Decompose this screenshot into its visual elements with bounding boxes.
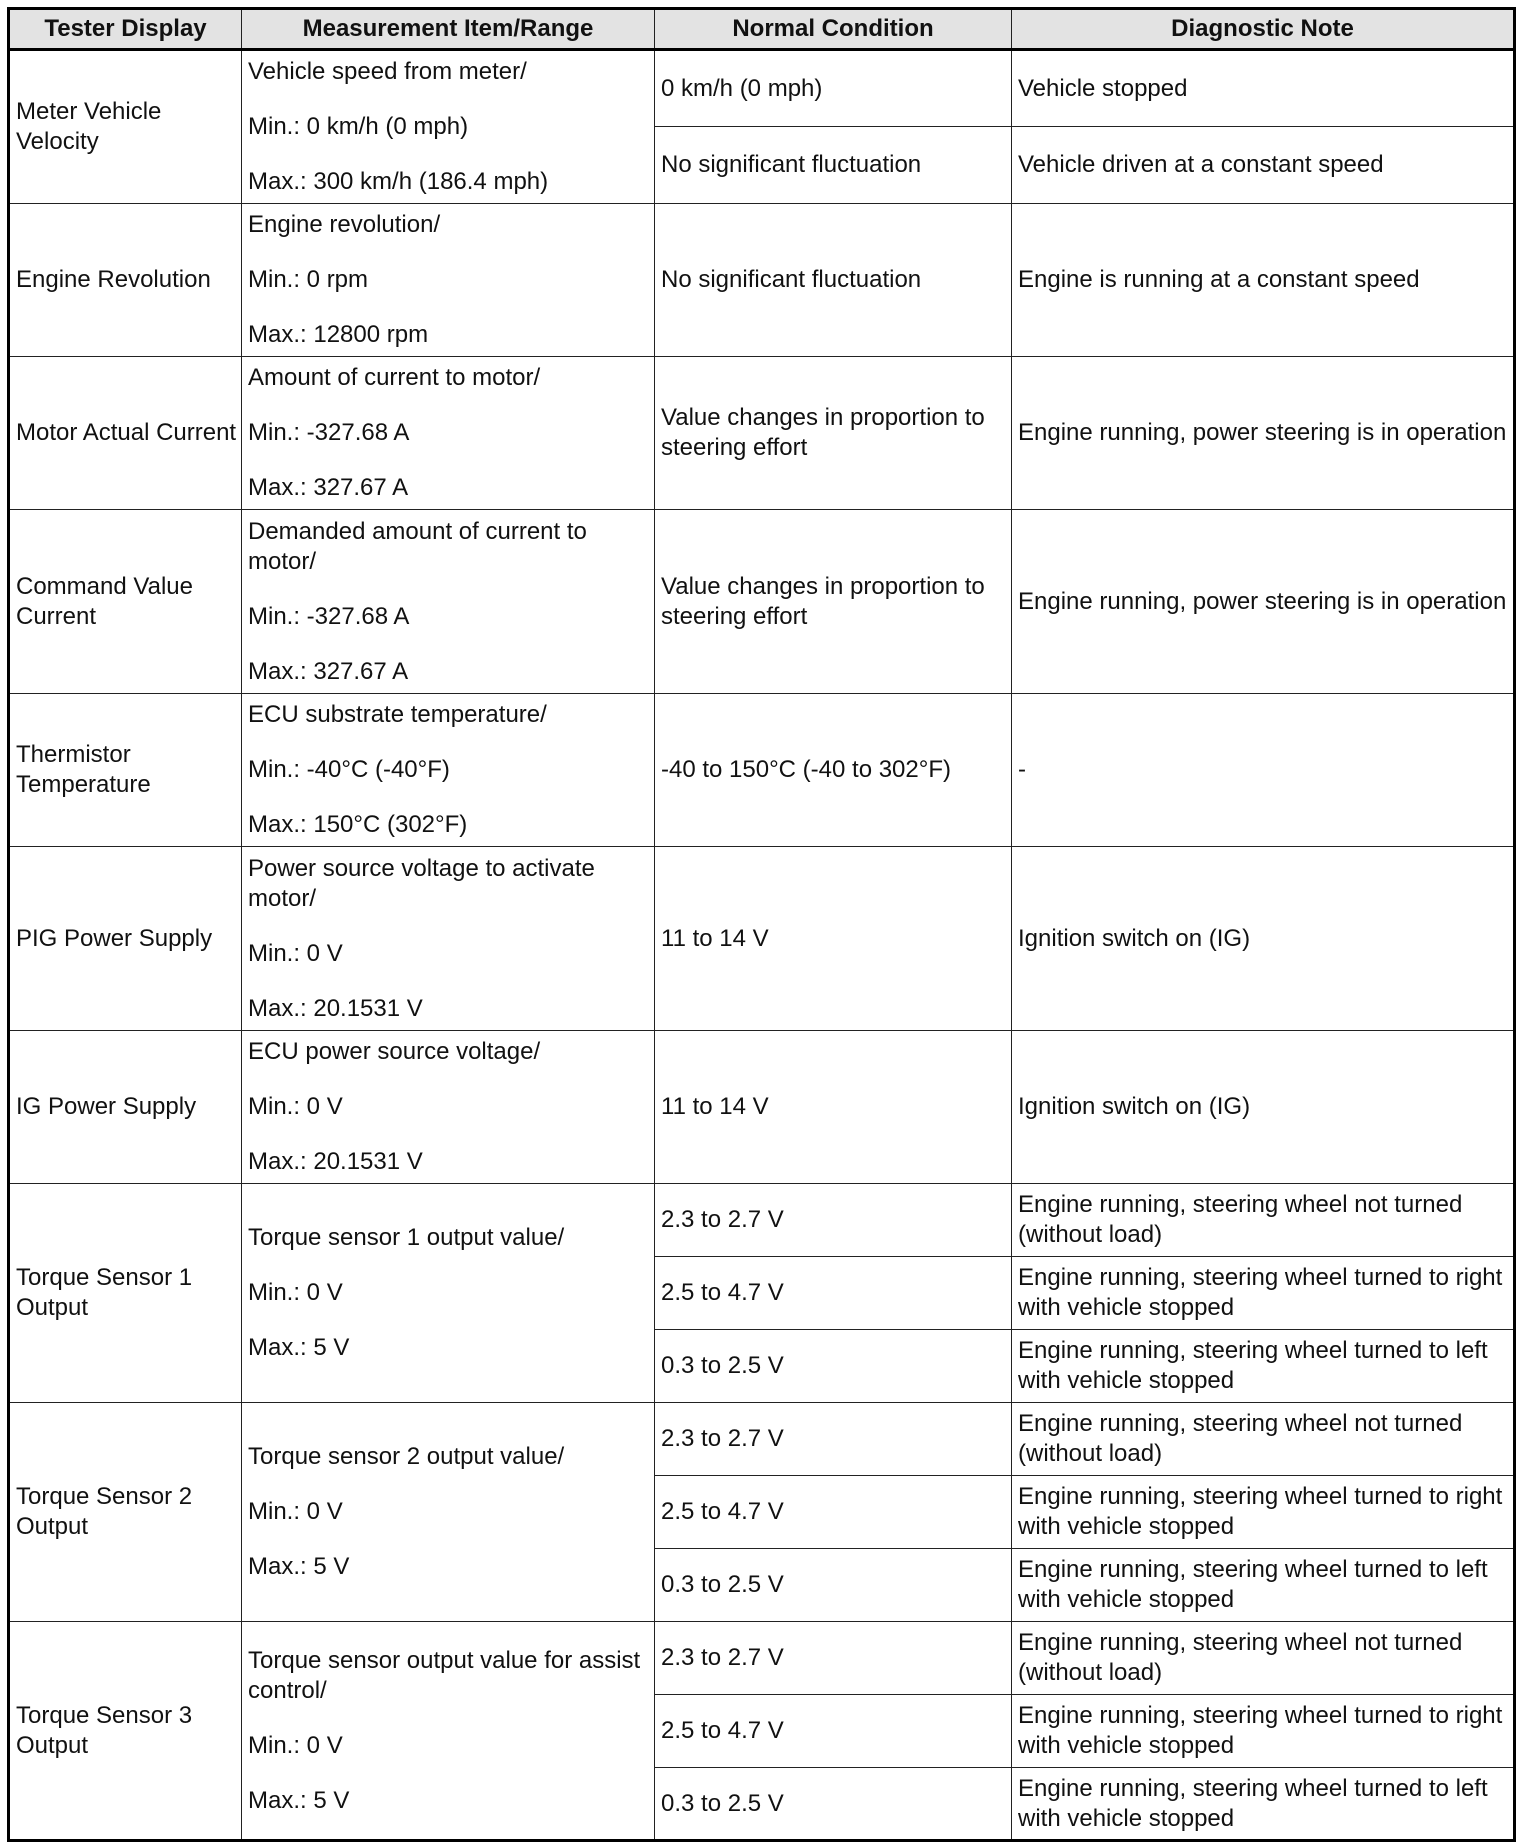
diagnostic-note-cell: Engine running, steering wheel not turned (without load)	[1012, 1184, 1515, 1257]
normal-condition-cell: 2.5 to 4.7 V	[655, 1695, 1012, 1768]
range-line: Min.: -40°C (-40°F)	[248, 756, 450, 783]
tester-display-cell: Motor Actual Current	[9, 357, 242, 510]
table-row	[9, 694, 1515, 847]
range-line: ECU power source voltage/	[248, 1038, 541, 1065]
normal-condition-cell: 0.3 to 2.5 V	[655, 1330, 1012, 1403]
table-row	[9, 1622, 1515, 1695]
range-line: Torque sensor 1 output value/	[248, 1224, 565, 1251]
diagnostic-note-cell: Engine running, steering wheel turned to left with vehicle stopped	[1012, 1330, 1515, 1403]
range-line: Max.: 300 km/h (186.4 mph)	[248, 168, 549, 195]
measurement-range-cell	[242, 694, 655, 847]
diagnostic-note-cell: Engine running, steering wheel not turned (without load)	[1012, 1622, 1515, 1695]
tester-display-cell: Meter Vehicle Velocity	[9, 50, 242, 204]
diagnostic-note-cell: Engine running, steering wheel not turned (without load)	[1012, 1403, 1515, 1476]
column-header-measurement-item-range: Measurement Item/Range	[242, 9, 655, 50]
diagnostic-note-cell: Engine running, steering wheel turned to right with vehicle stopped	[1012, 1257, 1515, 1330]
range-line: Max.: 5 V	[248, 1553, 350, 1580]
measurement-range-cell	[242, 50, 655, 204]
normal-condition-cell: 2.3 to 2.7 V	[655, 1184, 1012, 1257]
range-line: Min.: 0 V	[248, 1279, 343, 1306]
table-row	[9, 1184, 1515, 1257]
tester-display-cell: Torque Sensor 2 Output	[9, 1403, 242, 1622]
range-line: Min.: -327.68 A	[248, 602, 410, 630]
range-line: Max.: 20.1531 V	[248, 994, 423, 1022]
measurement-range-cell	[242, 1184, 655, 1403]
range-line: ECU substrate temperature/	[248, 701, 547, 728]
measurement-range-cell	[242, 510, 655, 694]
normal-condition-cell: No significant fluctuation	[655, 204, 1012, 357]
table-row	[9, 847, 1515, 1031]
measurement-range-cell	[242, 1031, 655, 1184]
measurement-range-cell	[242, 357, 655, 510]
diagnostic-note-cell: Engine is running at a constant speed	[1012, 204, 1515, 357]
table-row	[9, 1403, 1515, 1476]
diagnostic-note-cell: Ignition switch on (IG)	[1012, 847, 1515, 1031]
normal-condition-cell: 0.3 to 2.5 V	[655, 1768, 1012, 1841]
diagnostic-note-cell: Vehicle driven at a constant speed	[1012, 127, 1515, 204]
column-header-diagnostic-note: Diagnostic Note	[1012, 9, 1515, 50]
normal-condition-cell: 2.3 to 2.7 V	[655, 1403, 1012, 1476]
diagnostic-note-cell: Ignition switch on (IG)	[1012, 1031, 1515, 1184]
range-line: Max.: 20.1531 V	[248, 1148, 423, 1175]
tester-display-cell: Engine Revolution	[9, 204, 242, 357]
range-line: Max.: 12800 rpm	[248, 321, 429, 348]
range-line: Power source voltage to activate motor/	[248, 854, 595, 912]
normal-condition-cell: 11 to 14 V	[655, 847, 1012, 1031]
range-line: Min.: 0 km/h (0 mph)	[248, 113, 469, 140]
column-header-tester-display: Tester Display	[9, 9, 242, 50]
table-row	[9, 1031, 1515, 1184]
diagnostic-note-cell: Engine running, steering wheel turned to left with vehicle stopped	[1012, 1768, 1515, 1841]
table-row	[9, 510, 1515, 694]
range-line: Demanded amount of current to motor/	[248, 517, 587, 575]
normal-condition-cell: Value changes in proportion to steering effort	[655, 510, 1012, 694]
range-line: Amount of current to motor/	[248, 364, 541, 391]
diagnostic-note-cell: Vehicle stopped	[1012, 50, 1515, 127]
table-row	[9, 50, 1515, 127]
tester-display-cell: IG Power Supply	[9, 1031, 242, 1184]
range-line: Min.: 0 V	[248, 1093, 343, 1120]
measurement-range-cell	[242, 1403, 655, 1622]
range-line: Max.: 327.67 A	[248, 474, 409, 501]
normal-condition-cell: -40 to 150°C (-40 to 302°F)	[655, 694, 1012, 847]
range-line: Max.: 5 V	[248, 1334, 350, 1361]
range-line: Max.: 327.67 A	[248, 657, 409, 685]
normal-condition-cell: 2.5 to 4.7 V	[655, 1476, 1012, 1549]
tester-display-cell: PIG Power Supply	[9, 847, 242, 1031]
tester-display-cell: Thermistor Temperature	[9, 694, 242, 847]
range-line: Torque sensor output value for assist control/	[248, 1646, 641, 1704]
normal-condition-cell: 0 km/h (0 mph)	[655, 50, 1012, 127]
header-row	[9, 9, 1515, 50]
tester-display-cell: Torque Sensor 3 Output	[9, 1622, 242, 1841]
normal-condition-cell: No significant fluctuation	[655, 127, 1012, 204]
table-row	[9, 357, 1515, 510]
range-line: Min.: 0 V	[248, 1731, 343, 1759]
normal-condition-cell: 2.3 to 2.7 V	[655, 1622, 1012, 1695]
data-list-table	[7, 7, 1516, 1842]
tester-display-cell: Torque Sensor 1 Output	[9, 1184, 242, 1403]
diagnostic-note-cell: Engine running, power steering is in operation	[1012, 357, 1515, 510]
diagnostic-note-cell: Engine running, steering wheel turned to right with vehicle stopped	[1012, 1476, 1515, 1549]
diagnostic-note-cell: Engine running, power steering is in operation	[1012, 510, 1515, 694]
measurement-range-cell	[242, 847, 655, 1031]
normal-condition-cell: 11 to 14 V	[655, 1031, 1012, 1184]
measurement-range-cell	[242, 1622, 655, 1841]
normal-condition-cell: 0.3 to 2.5 V	[655, 1549, 1012, 1622]
range-line: Max.: 5 V	[248, 1786, 350, 1814]
measurement-range-cell	[242, 204, 655, 357]
range-line: Engine revolution/	[248, 211, 441, 238]
tester-display-cell: Command Value Current	[9, 510, 242, 694]
range-line: Max.: 150°C (302°F)	[248, 811, 468, 838]
column-header-normal-condition: Normal Condition	[655, 9, 1012, 50]
table-row	[9, 204, 1515, 357]
normal-condition-cell: 2.5 to 4.7 V	[655, 1257, 1012, 1330]
range-line: Vehicle speed from meter/	[248, 58, 527, 85]
diagnostic-note-cell: -	[1012, 694, 1515, 847]
range-line: Min.: 0 V	[248, 1498, 343, 1525]
normal-condition-cell: Value changes in proportion to steering effort	[655, 357, 1012, 510]
range-line: Min.: 0 rpm	[248, 266, 369, 293]
table-body	[9, 50, 1515, 1841]
range-line: Min.: -327.68 A	[248, 419, 410, 446]
range-line: Min.: 0 V	[248, 939, 343, 967]
diagnostic-note-cell: Engine running, steering wheel turned to left with vehicle stopped	[1012, 1549, 1515, 1622]
diagnostic-note-cell: Engine running, steering wheel turned to right with vehicle stopped	[1012, 1695, 1515, 1768]
range-line: Torque sensor 2 output value/	[248, 1443, 565, 1470]
